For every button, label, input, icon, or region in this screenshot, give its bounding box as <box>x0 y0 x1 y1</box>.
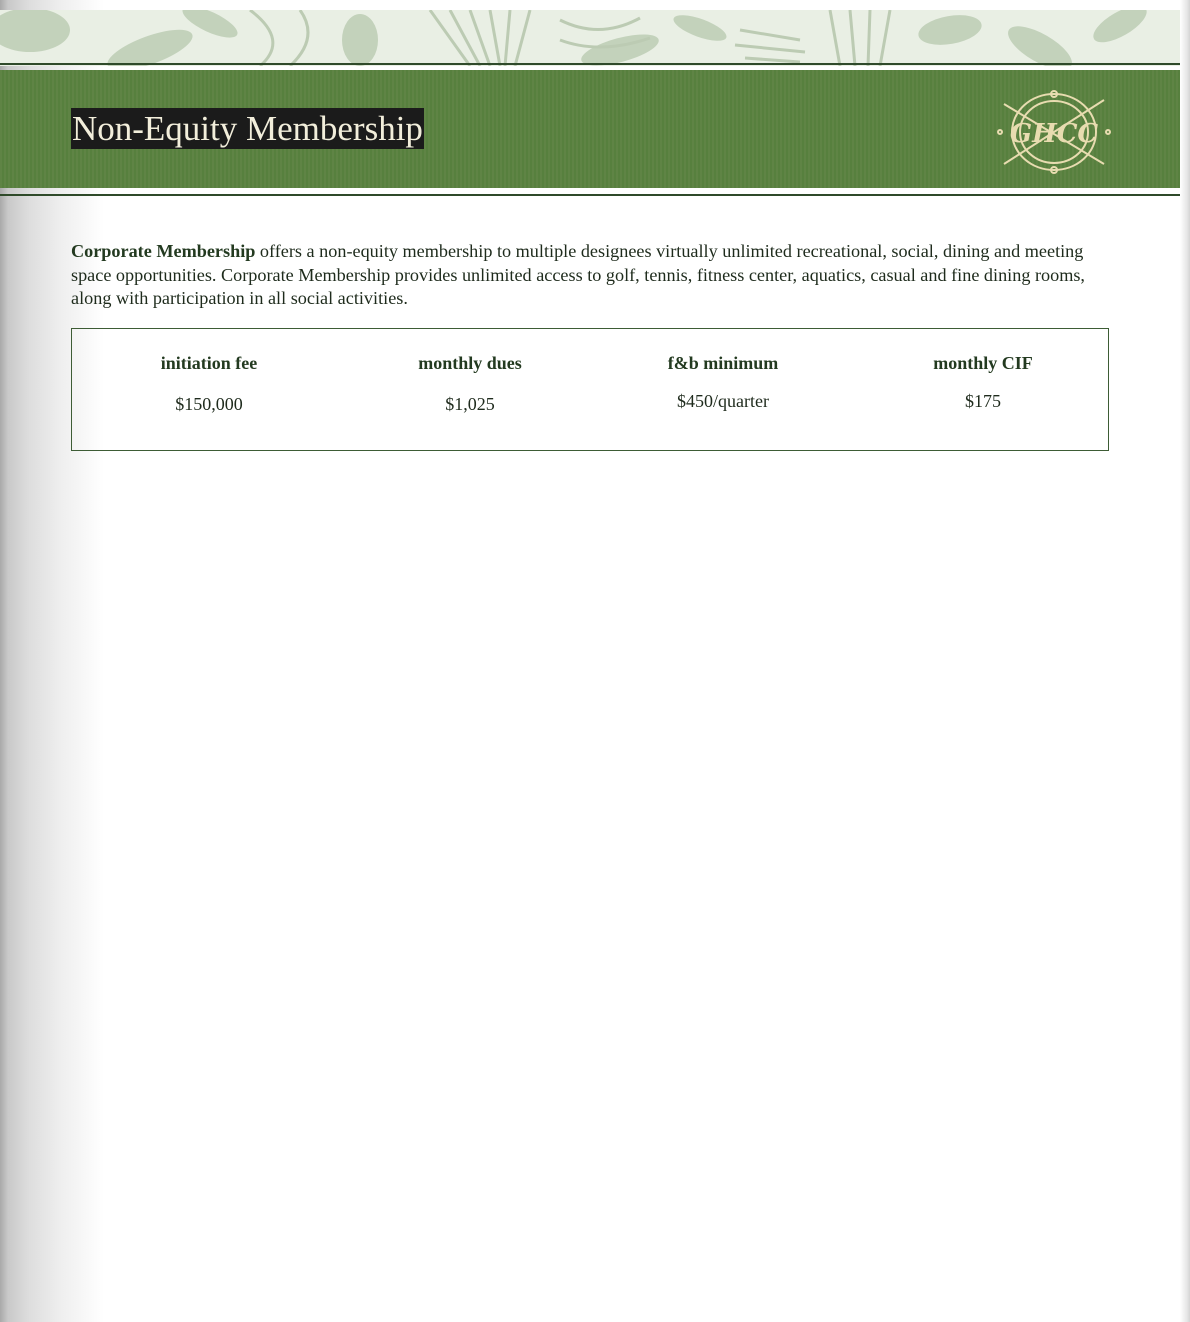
club-logo <box>996 88 1112 176</box>
page-binding-shadow <box>0 0 104 1322</box>
fee-value: $150,000 <box>175 394 243 414</box>
fees-table <box>71 328 1109 451</box>
intro-lead: Corporate Membership <box>71 241 256 261</box>
header-top-rule <box>0 63 1180 65</box>
fee-value: $1,025 <box>445 394 495 414</box>
leaf-pattern-band <box>0 10 1180 66</box>
fee-value: $450/quarter <box>677 391 769 411</box>
fee-label: monthly dues <box>418 353 522 373</box>
page-title: Non-Equity Membership <box>72 109 423 148</box>
fee-value: $175 <box>965 391 1001 411</box>
leaf-pattern-illustration <box>0 10 1180 66</box>
intro-text: offers a non-equity membership to multiple designees virtually unlimited recreational, social, dining and meeting space opportunities. Corporate Membership provides unlimited access to golf, tennis, fitness center, aquatics, casual and fine dining rooms, along with participation in all social activities. <box>71 241 1085 308</box>
page-right-edge <box>1180 0 1190 1322</box>
fee-label: f&b minimum <box>667 353 779 373</box>
intro-paragraph <box>71 240 1101 311</box>
fee-label: monthly CIF <box>933 353 1033 373</box>
fee-label: initiation fee <box>160 353 258 373</box>
club-logo-monogram: GHCC <box>1009 119 1099 149</box>
header-bottom-rule <box>0 194 1180 196</box>
